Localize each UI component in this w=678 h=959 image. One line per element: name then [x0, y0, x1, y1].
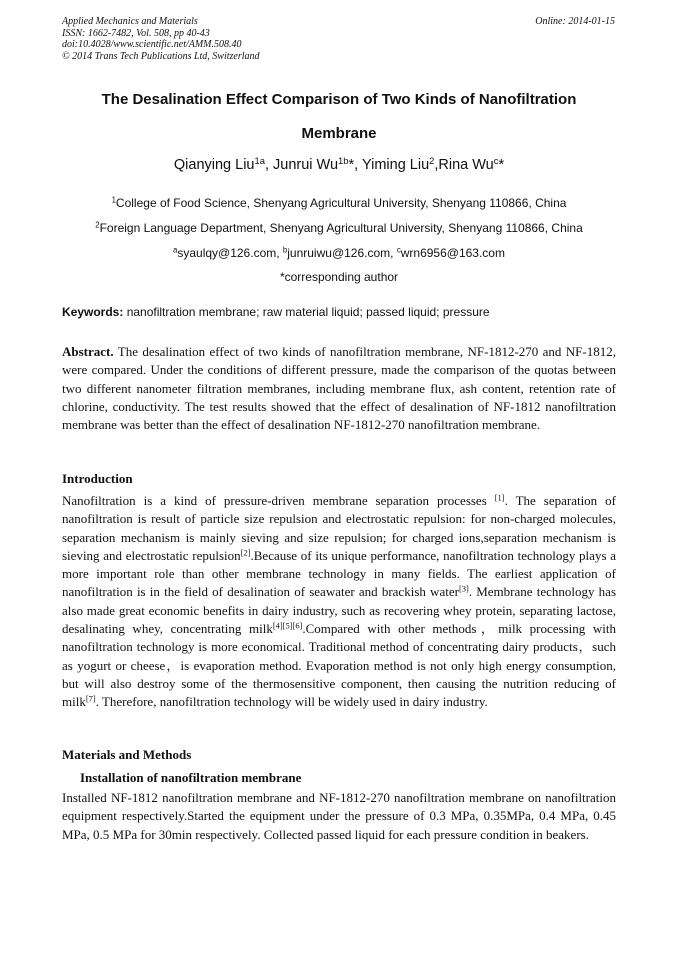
affiliation-text: College of Food Science, Shenyang Agricultural University, Shenyang 110866, China [115, 196, 567, 210]
author-affiliation-mark: 1b [338, 154, 349, 166]
intro-text: .Because of its unique performance, nanofiltration technology plays a more important role than other membrane technology in many fields. The earliest application of nanofiltration is in the field of desalination of seawater and brackish water [62, 547, 616, 600]
introduction-paragraph [62, 492, 616, 712]
intro-text: . Membrane technology has also made great economic benefits in dairy industry, such as recovering whey protein, separating lactose, desalinating whey, concentrating milk [62, 584, 616, 637]
intro-text: . Therefore, nanofiltration technology will be widely used in dairy industry. [95, 694, 488, 710]
paper-title-line1: The Desalination Effect Comparison of Two Kinds of Nanofiltration [101, 91, 577, 108]
paper-title-line2: Membrane [301, 125, 377, 142]
keywords-label: Keywords: [62, 305, 124, 319]
email-line [62, 246, 616, 260]
corresponding-note: *corresponding author [279, 270, 399, 284]
affiliation-mark: 2 [95, 220, 100, 230]
email-mark: a [173, 245, 178, 255]
keywords-text: nanofiltration membrane; raw material liquid; passed liquid; pressure [123, 305, 490, 319]
author-name: Junrui Wu [273, 157, 339, 173]
journal-issn: ISSN: 1662-7482, Vol. 508, pp 40-43 [62, 27, 210, 39]
affiliation-text: Foreign Language Department, Shenyang Agricultural University, Shenyang 110866, China [99, 221, 583, 235]
author-name: Yiming Liu [361, 157, 430, 173]
citation: [1] [494, 492, 505, 503]
journal-doi: doi:10.4028/www.scientific.net/AMM.508.40 [62, 39, 242, 50]
affiliation-2 [62, 221, 616, 235]
abstract-text: The desalination effect of two kinds of nanofiltration membrane, NF-1812-270 and NF-1812, were compared. Under the conditions of different pressure, made the comparison of the quotas between two different nanometer filtration membranes, including membrane flux, ash content, retention rate of chlorine, conductivity. The test results showed that the effect of desalination of NF-1812 nanofiltration membrane was better than the effect of desalination NF-1812-270 nanofiltration membrane. [62, 344, 616, 433]
journal-name: Applied Mechanics and Materials [62, 16, 198, 27]
author-separator: , [434, 157, 439, 173]
author-separator: , [264, 157, 274, 173]
introduction-heading: Introduction [62, 471, 133, 486]
citation: [3] [458, 583, 469, 594]
intro-text: .Compared with other methods，milk processing with nanofiltration technology is more economical. Traditional method of concentrating dairy products，such as yogurt or cheese，is evaporation method. Evaporation method is not only high energy consumption, but will also destroy some of the thermosensitive component, then causing the nutrition reducing of milk [62, 621, 616, 710]
author-name: Rina Wu [438, 157, 494, 173]
email-a: syaulqy@126.com, [177, 246, 283, 260]
email-mark: c [396, 245, 401, 255]
affiliation-mark: 1 [111, 195, 116, 205]
abstract-label: Abstract. [62, 344, 114, 359]
author-name: Qianying Liu [173, 157, 255, 173]
author-affiliation-mark: 1a [254, 154, 265, 166]
online-date: Online: 2014-01-15 [535, 16, 615, 27]
intro-text: Nanofiltration is a kind of pressure-driven membrane separation processes [62, 493, 495, 508]
author-affiliation-mark: c [493, 154, 499, 166]
journal-meta [62, 16, 260, 62]
abstract [62, 343, 616, 434]
author-separator: *, [348, 157, 362, 173]
methods-heading: Materials and Methods [62, 747, 192, 762]
citation: [7] [85, 693, 96, 704]
author-list [62, 154, 616, 173]
affiliation-1 [62, 196, 616, 210]
citation: [4][5][6] [272, 620, 303, 631]
methods-subheading: Installation of nanofiltration membrane [80, 770, 302, 785]
methods-paragraph: Installed NF-1812 nanofiltration membrane and NF-1812-270 nanofiltration membrane on nanofiltration equipment respectively.Started the equipment under the pressure of 0.3 MPa, 0.35MPa, 0.4 MPa, 0.45 MPa, 0.5 MPa for 30min respectively. Collected passed liquid for each pressure condition in beakers. [62, 790, 616, 842]
author-affiliation-mark: 2 [429, 154, 435, 166]
citation: [2] [240, 547, 251, 558]
email-c: wrn6956@163.com [400, 246, 505, 260]
email-mark: b [282, 245, 288, 255]
keywords [62, 305, 616, 319]
intro-text: . The separation of nanofiltration is result of particle size repulsion and electrostatic repulsion: for non-charged molecules, separation mechanism is mainly sieving and size repulsion; for charged ions,separation mechanism is sieving and electrostatic repulsion [62, 493, 616, 563]
author-separator: * [498, 157, 505, 173]
journal-copyright: © 2014 Trans Tech Publications Ltd, Switzerland [62, 50, 260, 62]
email-b: junruiwu@126.com, [287, 246, 397, 260]
